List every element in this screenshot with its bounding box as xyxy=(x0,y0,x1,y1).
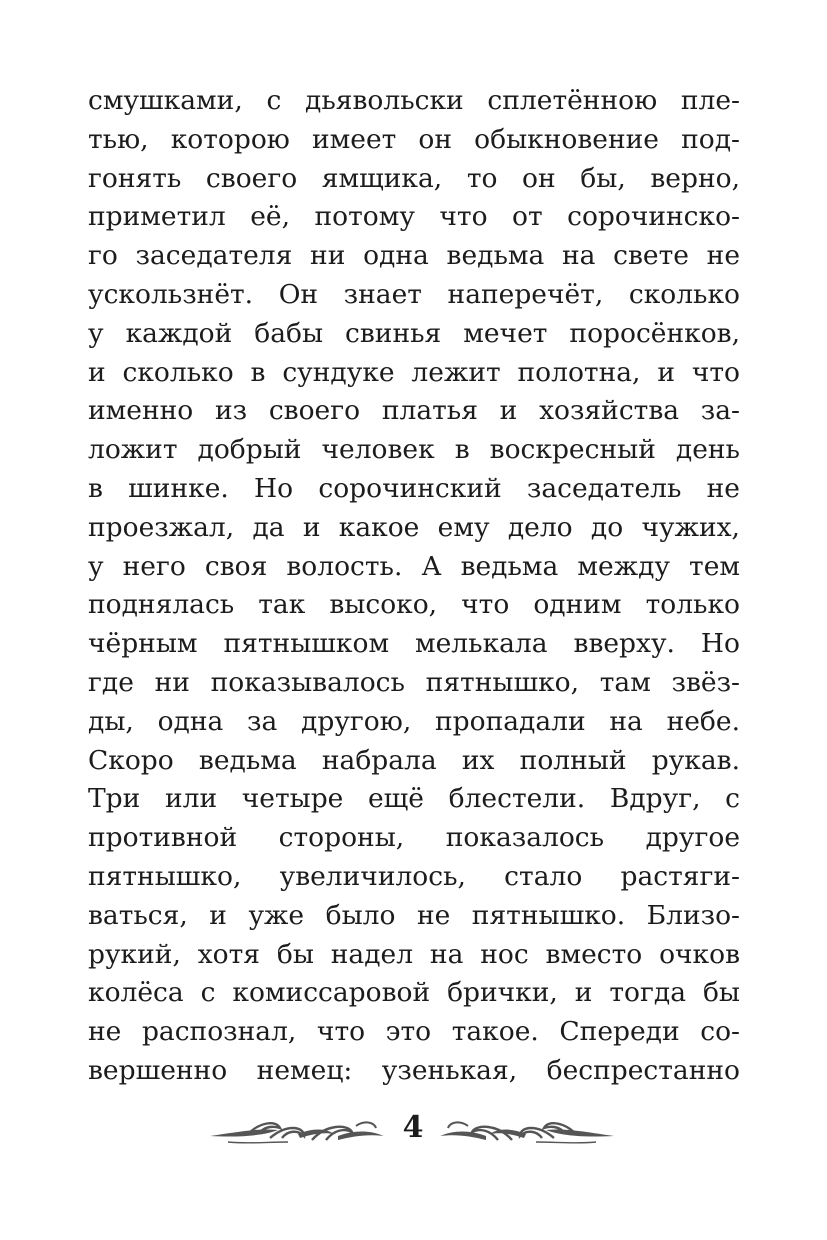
text-line: тью, которою имеет он обыкновение под- xyxy=(88,123,740,155)
text-line: ваться, и уже было не пятнышко. Близо- xyxy=(88,899,740,931)
text-line: поднялась так высоко, что одним только xyxy=(88,589,740,621)
text-line: у каждой бабы свинья мечет поросёнков, xyxy=(88,317,740,349)
text-line: смушками, с дьявольски сплетённою пле- xyxy=(88,85,740,116)
text-line: и сколько в сундуке лежит полотна, и что xyxy=(88,356,740,388)
body-text xyxy=(88,82,740,1091)
right-flourish-ornament-icon xyxy=(436,1114,616,1150)
text-line: где ни показывалось пятнышко, там звёз- xyxy=(88,666,740,698)
text-line: приметил её, потому что от сорочинско- xyxy=(88,201,740,233)
text-line: пятнышко, увеличилось, стало растяги- xyxy=(88,860,740,892)
text-line: ложит добрый человек в воскресный день xyxy=(88,434,740,466)
text-line: проезжал, да и какое ему дело до чужих, xyxy=(88,511,740,543)
text-line: Три или четыре ещё блестели. Вдруг, с xyxy=(88,783,740,815)
text-line: вершенно немец: узенькая, беспрестанно xyxy=(88,1054,740,1086)
text-line: го заседателя ни одна ведьма на свете не xyxy=(88,240,740,272)
text-line: в шинке. Но сорочинский заседатель не xyxy=(88,472,740,504)
text-line: именно из своего платья и хозяйства за- xyxy=(88,395,740,427)
left-flourish-ornament-icon xyxy=(208,1114,388,1150)
text-line: Скоро ведьма набрала их полный рукав. xyxy=(88,744,740,776)
text-line: противной стороны, показалось другое xyxy=(88,822,740,854)
text-line: гонять своего ямщика, то он бы, верно, xyxy=(88,162,740,194)
text-line: колёса с комиссаровой брички, и тогда бы xyxy=(88,977,740,1009)
page-number: 4 xyxy=(402,1110,424,1145)
page-footer xyxy=(0,1104,827,1164)
text-line: у него своя волость. А ведьма между тем xyxy=(88,550,740,582)
text-line: чёрным пятнышком мелькала вверху. Но xyxy=(88,628,740,660)
text-line: не распознал, что это такое. Спереди со- xyxy=(88,1016,740,1048)
text-line: ускользнёт. Он знает наперечёт, сколько xyxy=(88,278,740,310)
text-line: рукий, хотя бы надел на нос вместо очков xyxy=(88,938,740,970)
text-line: ды, одна за другою, пропадали на небе. xyxy=(88,705,740,737)
